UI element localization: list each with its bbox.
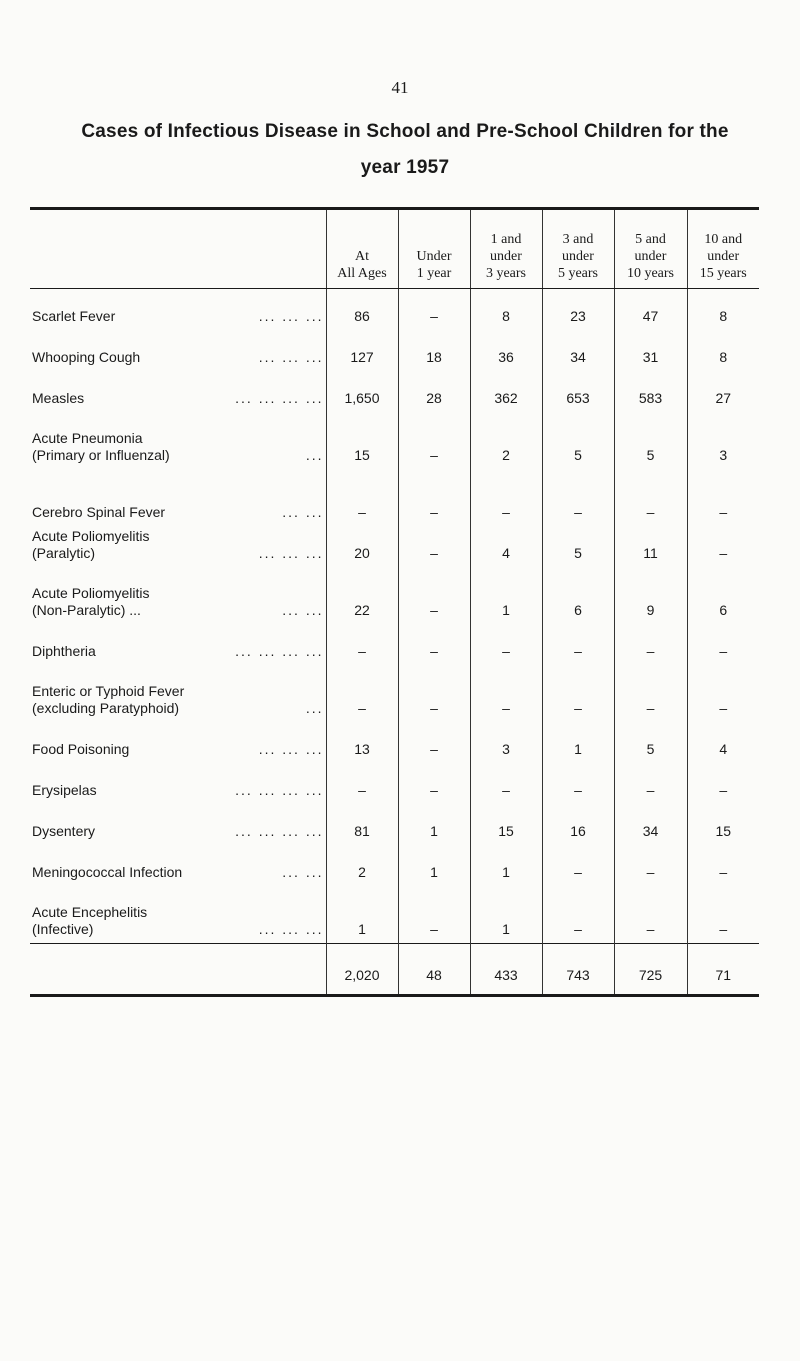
disease-name: (Primary or Influenzal) <box>32 447 170 463</box>
value-cell: – <box>542 886 614 944</box>
table-body <box>30 289 759 995</box>
value-cell: 362 <box>470 371 542 412</box>
table-row <box>30 845 759 886</box>
disease-name: Measles <box>32 390 85 406</box>
disease-name: Meningococcal Infection <box>32 864 183 880</box>
disease-name-line-2 <box>32 741 324 758</box>
leader-dots: ... ... <box>282 504 324 520</box>
table-row <box>30 412 759 469</box>
totals-row <box>30 944 759 995</box>
disease-name-line-2 <box>32 700 324 717</box>
value-cell: – <box>614 763 687 804</box>
header-row <box>30 210 759 289</box>
page-title <box>40 114 770 186</box>
disease-name-cell <box>30 763 326 804</box>
table-row <box>30 289 759 331</box>
disease-name: (Infective) <box>32 921 94 937</box>
disease-name-cell <box>30 665 326 722</box>
disease-name: Whooping Cough <box>32 349 141 365</box>
total-cell: 71 <box>687 944 759 995</box>
header-blank <box>30 210 326 289</box>
value-cell: 4 <box>687 722 759 763</box>
value-cell: 583 <box>614 371 687 412</box>
value-cell: – <box>398 722 470 763</box>
value-cell: 13 <box>326 722 398 763</box>
value-cell: – <box>614 469 687 526</box>
total-cell: 433 <box>470 944 542 995</box>
value-cell: 27 <box>687 371 759 412</box>
value-cell: – <box>398 412 470 469</box>
disease-name: Dysentery <box>32 823 96 839</box>
table-row <box>30 665 759 722</box>
table-row <box>30 722 759 763</box>
value-cell: – <box>542 665 614 722</box>
column-header <box>614 210 687 289</box>
totals-label-cell <box>30 944 326 995</box>
value-cell: 23 <box>542 289 614 331</box>
value-cell: 22 <box>326 567 398 624</box>
column-header <box>687 210 759 289</box>
table-row <box>30 371 759 412</box>
disease-name: (Paralytic) <box>32 545 96 561</box>
disease-name-cell <box>30 804 326 845</box>
disease-name-line-2 <box>32 643 324 660</box>
leader-dots: ... <box>305 447 324 463</box>
column-header-line: under <box>707 249 740 264</box>
value-cell: 86 <box>326 289 398 331</box>
disease-name-line-2 <box>32 545 324 562</box>
leader-dots: ... ... ... ... <box>235 823 324 839</box>
column-header-line: under <box>634 249 667 264</box>
disease-name-line-2 <box>32 823 324 840</box>
disease-name-line-2 <box>32 308 324 325</box>
value-cell: 5 <box>542 412 614 469</box>
value-cell: 1 <box>398 804 470 845</box>
value-cell: 3 <box>470 722 542 763</box>
value-cell: – <box>614 886 687 944</box>
disease-name-cell <box>30 567 326 624</box>
value-cell: 4 <box>470 526 542 567</box>
table-row <box>30 763 759 804</box>
value-cell: – <box>687 763 759 804</box>
disease-name: Erysipelas <box>32 782 97 798</box>
value-cell: 2 <box>326 845 398 886</box>
disease-name: Food Poisoning <box>32 741 130 757</box>
value-cell: – <box>614 665 687 722</box>
disease-name-line-2 <box>32 864 324 881</box>
value-cell: 20 <box>326 526 398 567</box>
bottom-rule <box>30 994 759 997</box>
column-header <box>470 210 542 289</box>
total-cell: 48 <box>398 944 470 995</box>
value-cell: – <box>542 624 614 665</box>
total-cell: 743 <box>542 944 614 995</box>
value-cell: – <box>470 624 542 665</box>
disease-name: Scarlet Fever <box>32 308 116 324</box>
disease-name: (Non-Paralytic) ... <box>32 602 141 618</box>
value-cell: – <box>326 665 398 722</box>
value-cell: – <box>398 624 470 665</box>
disease-name: (excluding Paratyphoid) <box>32 700 180 716</box>
value-cell: 8 <box>470 289 542 331</box>
value-cell: 127 <box>326 330 398 371</box>
value-cell: 8 <box>687 289 759 331</box>
column-header-line: 10 and <box>704 232 743 247</box>
leader-dots: ... ... <box>282 602 324 618</box>
disease-table-container <box>30 207 759 997</box>
value-cell: 6 <box>542 567 614 624</box>
column-header-line: All Ages <box>337 266 387 281</box>
value-cell: 1 <box>542 722 614 763</box>
leader-dots: ... ... ... ... <box>235 643 324 659</box>
value-cell: – <box>687 845 759 886</box>
disease-name-cell <box>30 330 326 371</box>
value-cell: – <box>398 526 470 567</box>
title-line-1: Cases of Infectious Disease in School and Pre-School Children for the <box>81 121 729 142</box>
value-cell: 1 <box>398 845 470 886</box>
value-cell: – <box>687 886 759 944</box>
value-cell: – <box>398 289 470 331</box>
disease-name-line-2 <box>32 349 324 366</box>
value-cell: 1 <box>470 567 542 624</box>
total-cell: 725 <box>614 944 687 995</box>
disease-name-cell <box>30 886 326 944</box>
column-header <box>542 210 614 289</box>
column-header <box>326 210 398 289</box>
value-cell: 6 <box>687 567 759 624</box>
disease-name-cell <box>30 412 326 469</box>
disease-name-line-1: Acute Poliomyelitis <box>32 585 150 601</box>
value-cell: 5 <box>614 722 687 763</box>
table-row <box>30 567 759 624</box>
column-header-line: 1 year <box>416 266 452 281</box>
disease-name-line-2 <box>32 602 324 619</box>
disease-name-line-1: Acute Encephelitis <box>32 904 148 920</box>
leader-dots: ... ... ... ... <box>235 390 324 406</box>
leader-dots: ... ... ... <box>258 545 324 561</box>
column-header-line: under <box>490 249 522 264</box>
value-cell: – <box>398 469 470 526</box>
value-cell: 16 <box>542 804 614 845</box>
table-row <box>30 886 759 944</box>
value-cell: – <box>398 763 470 804</box>
column-header-line: 1 and <box>490 232 522 247</box>
value-cell: – <box>542 469 614 526</box>
value-cell: 8 <box>687 330 759 371</box>
column-header-line: under <box>562 249 594 264</box>
value-cell: – <box>326 469 398 526</box>
value-cell: 3 <box>687 412 759 469</box>
disease-name-line-1: Enteric or Typhoid Fever <box>32 683 185 699</box>
title-line-2: year 1957 <box>360 157 450 178</box>
value-cell: 36 <box>470 330 542 371</box>
column-header-line: 3 years <box>485 266 527 281</box>
value-cell: 34 <box>542 330 614 371</box>
table-row <box>30 624 759 665</box>
value-cell: – <box>542 845 614 886</box>
value-cell: 1 <box>470 886 542 944</box>
value-cell: 2 <box>470 412 542 469</box>
column-header-line: At <box>355 249 369 264</box>
column-header <box>398 210 470 289</box>
column-header-line: 5 and <box>635 232 666 247</box>
leader-dots: ... ... ... ... <box>235 782 324 798</box>
leader-dots: ... ... ... <box>258 921 324 937</box>
value-cell: 31 <box>614 330 687 371</box>
value-cell: – <box>687 624 759 665</box>
value-cell: 1 <box>470 845 542 886</box>
table-row <box>30 330 759 371</box>
leader-dots: ... ... ... <box>258 349 324 365</box>
disease-name-cell <box>30 469 326 526</box>
disease-name-cell <box>30 722 326 763</box>
value-cell: – <box>326 763 398 804</box>
value-cell: – <box>470 665 542 722</box>
value-cell: 15 <box>687 804 759 845</box>
value-cell: 5 <box>614 412 687 469</box>
leader-dots: ... ... <box>282 864 324 880</box>
value-cell: 34 <box>614 804 687 845</box>
value-cell: – <box>326 624 398 665</box>
disease-table <box>30 210 759 994</box>
disease-name-cell <box>30 289 326 331</box>
disease-name-line-2 <box>32 504 324 521</box>
column-header-line: 3 and <box>562 232 594 247</box>
value-cell: – <box>687 469 759 526</box>
disease-name-line-2 <box>32 921 324 938</box>
value-cell: 28 <box>398 371 470 412</box>
value-cell: – <box>470 469 542 526</box>
value-cell: – <box>470 763 542 804</box>
value-cell: – <box>398 665 470 722</box>
disease-name-cell <box>30 845 326 886</box>
disease-name-cell <box>30 526 326 567</box>
value-cell: 5 <box>542 526 614 567</box>
table-row <box>30 526 759 567</box>
disease-name: Diphtheria <box>32 643 96 659</box>
leader-dots: ... ... ... <box>258 741 324 757</box>
value-cell: 18 <box>398 330 470 371</box>
value-cell: 11 <box>614 526 687 567</box>
table-row <box>30 469 759 526</box>
value-cell: 9 <box>614 567 687 624</box>
table-row <box>30 804 759 845</box>
value-cell: 15 <box>470 804 542 845</box>
value-cell: 81 <box>326 804 398 845</box>
disease-name-line-1: Acute Pneumonia <box>32 430 143 446</box>
leader-dots: ... <box>305 700 324 716</box>
value-cell: 653 <box>542 371 614 412</box>
value-cell: – <box>398 886 470 944</box>
disease-name-cell <box>30 371 326 412</box>
value-cell: 1 <box>326 886 398 944</box>
disease-name-line-2 <box>32 447 324 464</box>
disease-name-cell <box>30 624 326 665</box>
page-number: 41 <box>391 78 409 97</box>
value-cell: – <box>614 624 687 665</box>
value-cell: – <box>542 763 614 804</box>
total-cell: 2,020 <box>326 944 398 995</box>
value-cell: – <box>687 526 759 567</box>
value-cell: 1,650 <box>326 371 398 412</box>
column-header-line: Under <box>416 249 452 264</box>
disease-name-line-1: Acute Poliomyelitis <box>32 528 150 544</box>
value-cell: – <box>614 845 687 886</box>
value-cell: 15 <box>326 412 398 469</box>
value-cell: 47 <box>614 289 687 331</box>
disease-name: Cerebro Spinal Fever <box>32 504 166 520</box>
disease-name-line-2 <box>32 390 324 407</box>
column-header-line: 10 years <box>626 266 675 281</box>
leader-dots: ... ... ... <box>258 308 324 324</box>
column-header-line: 15 years <box>699 266 747 281</box>
disease-name-line-2 <box>32 782 324 799</box>
value-cell: – <box>687 665 759 722</box>
column-header-line: 5 years <box>557 266 599 281</box>
value-cell: – <box>398 567 470 624</box>
